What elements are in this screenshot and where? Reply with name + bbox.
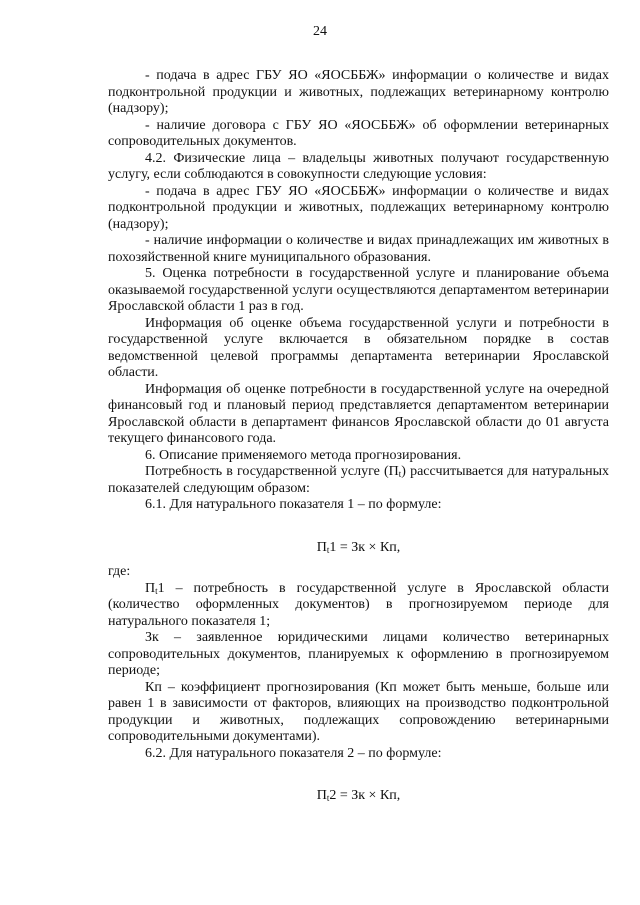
paragraph-kp-definition: Кп – коэффициент прогнозирования (Кп может быть меньше, больше или равен 1 в зависимости от факторов, влияющих на производство подконтрольной продукции и животных, подлежащих сопровождению ветеринарными сопроводительными документами). [108, 679, 609, 744]
text-segment: 1 – потребность в государственной услуге в Ярославской области (количество оформленных документов) в прогнозируемом периоде для натурального показателя 1; [108, 580, 609, 629]
subscript: t [326, 793, 330, 803]
paragraph-application-info-individuals: - подача в адрес ГБУ ЯО «ЯОСББЖ» информации о количестве и видах подконтрольной продукции и животных, подлежащих ветеринарному контролю (надзору); [108, 183, 609, 232]
formula-symbol: П [316, 788, 327, 803]
paragraph-assessment-deadline: Информация об оценке потребности в государственной услуге на очередной финансовый год и плановый период представляется департаментом ветеринарии Ярославской области в департамент финансов Ярославской области до 01 августа текущего финансового года. [108, 381, 609, 446]
document-body [108, 68, 609, 813]
paragraph-contract: - наличие договора с ГБУ ЯО «ЯОСББЖ» об оформлении ветеринарных сопроводительных документов. [108, 117, 609, 149]
formula-rest: 1 = Зк × Кп, [329, 539, 401, 555]
subscript: t [326, 544, 330, 555]
text-segment: ) рассчитывается для натуральных показателей следующим образом: [108, 464, 610, 496]
paragraph-section-6: 6. Описание применяемого метода прогнозирования. [145, 447, 462, 463]
paragraph-assessment-info: Информация об оценке объема государственной услуги и потребности в государственной услуге включается в обязательном порядке в состав ведомственной целевой программы департамента ветеринарии Ярославской области. [108, 315, 609, 380]
formula-indicator-1 [108, 540, 609, 557]
paragraph-zk-definition: Зк – заявленное юридическими лицами количество ветеринарных сопроводительных документов, планируемых к оформлению в прогнозируемом периоде; [108, 630, 609, 678]
paragraph-section-6-1: 6.1. Для натурального показателя 1 – по формуле: [145, 497, 442, 512]
formula-indicator-2 [108, 788, 609, 805]
paragraph-application-info-legal: - подача в адрес ГБУ ЯО «ЯОСББЖ» информации о количестве и видах подконтрольной продукции и животных, подлежащих ветеринарному контролю (надзору); [108, 68, 609, 116]
paragraph-section-4-2: 4.2. Физические лица – владельцы животных получают государственную услугу, если соблюдаются в совокупности следующие условия: [108, 150, 609, 182]
paragraph-demand-calculation [108, 464, 609, 497]
paragraph-where: где: [108, 564, 131, 579]
paragraph-household-book: - наличие информации о количестве и видах принадлежащих им животных в похозяйственной книге муниципального образования. [108, 233, 609, 265]
page-number: 24 [313, 24, 327, 39]
paragraph-pt1-definition [108, 581, 609, 631]
formula-symbol: П [145, 580, 156, 596]
formula-symbol: П [316, 539, 327, 555]
paragraph-section-5: 5. Оценка потребности в государственной услуге и планирование объема оказываемой государственной услуги осуществляются департаментом ветеринарии Ярославской области 1 раз в год. [108, 266, 609, 314]
subscript: t [398, 469, 402, 479]
subscript: t [155, 585, 158, 596]
formula-rest: 2 = Зк × Кп, [329, 788, 401, 803]
paragraph-section-6-2: 6.2. Для натурального показателя 2 – по формуле: [145, 745, 442, 761]
text-segment: Потребность в государственной услуге (П [145, 464, 399, 479]
